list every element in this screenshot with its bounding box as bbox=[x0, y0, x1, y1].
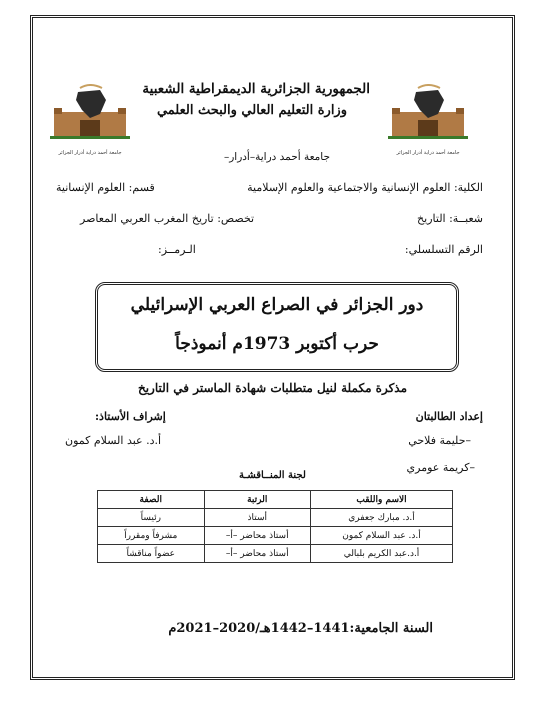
thesis-title-box bbox=[95, 282, 459, 372]
student-name: –كريمة عومري bbox=[406, 461, 475, 474]
column-header: الرتبة bbox=[204, 491, 311, 509]
table-row bbox=[98, 545, 453, 563]
table-row bbox=[98, 527, 453, 545]
supervisor-name: أ.د. عبد السلام كمون bbox=[65, 434, 162, 447]
supervisor-label: إشراف الأستاذ: bbox=[95, 410, 166, 423]
table-row bbox=[98, 509, 453, 527]
university-heading: جامعة أحمد دراية–أدرار– bbox=[223, 151, 330, 163]
branch-line: شعبــة: التاريخ bbox=[417, 212, 483, 225]
jury-member-role: عضواً مناقشاً bbox=[98, 545, 205, 563]
student-name: –حليمة فلاحي bbox=[408, 434, 471, 447]
thesis-subtitle: حرب أكتوبر 1973م أنموذجاً bbox=[175, 334, 379, 354]
jury-title: لجنة المنــاقشـة bbox=[239, 470, 306, 481]
department-line: قسم: العلوم الإنسانية bbox=[56, 181, 155, 194]
code-label: الـرمــز: bbox=[158, 243, 196, 256]
table-header-row bbox=[98, 491, 453, 509]
jury-member-role: مشرفاً ومقرراً bbox=[98, 527, 205, 545]
column-header: الصفة bbox=[98, 491, 205, 509]
column-header: الاسم واللقب bbox=[311, 491, 453, 509]
jury-member-name: أ.د.عبد الكريم بلبالي bbox=[311, 545, 453, 563]
jury-member-name: أ.د. عبد السلام كمون bbox=[311, 527, 453, 545]
serial-number-label: الرقم التسلسلي: bbox=[404, 243, 483, 256]
specialty-line: تخصص: تاريخ المغرب العربي المعاصر bbox=[80, 212, 255, 225]
memo-statement: مذكرة مكملة لنيل متطلبات شهادة الماستر في التاريخ bbox=[137, 381, 408, 395]
jury-member-rank: أستاذ محاضر –أ– bbox=[204, 545, 311, 563]
republic-heading: الجمهورية الجزائرية الديمقراطية الشعبية bbox=[142, 81, 370, 97]
logo-caption: جامعة أحمد دراية أدرار الجزائر bbox=[58, 150, 122, 156]
jury-member-name: أ.د. مبارك جعفري bbox=[311, 509, 453, 527]
university-logo-right bbox=[388, 84, 468, 156]
jury-member-rank: أستاذ محاضر –أ– bbox=[204, 527, 311, 545]
academic-year: السنة الجامعية:1441–1442هـ/2020–2021م bbox=[168, 621, 433, 636]
jury-table bbox=[97, 490, 453, 563]
university-logo-left bbox=[50, 84, 130, 156]
logo-caption: جامعة أحمد دراية أدرار الجزائر bbox=[396, 150, 460, 156]
students-label: إعداد الطالبتان bbox=[415, 410, 483, 423]
jury-member-role: رئيساً bbox=[98, 509, 205, 527]
faculty-line: الكلية: العلوم الإنسانية والاجتماعية والعلوم الإسلامية bbox=[247, 181, 483, 194]
thesis-title: دور الجزائر في الصراع العربي الإسرائيلي bbox=[130, 295, 424, 315]
ministry-heading: وزارة التعليم العالي والبحث العلمي bbox=[156, 103, 347, 118]
jury-member-rank: أستاذ bbox=[204, 509, 311, 527]
